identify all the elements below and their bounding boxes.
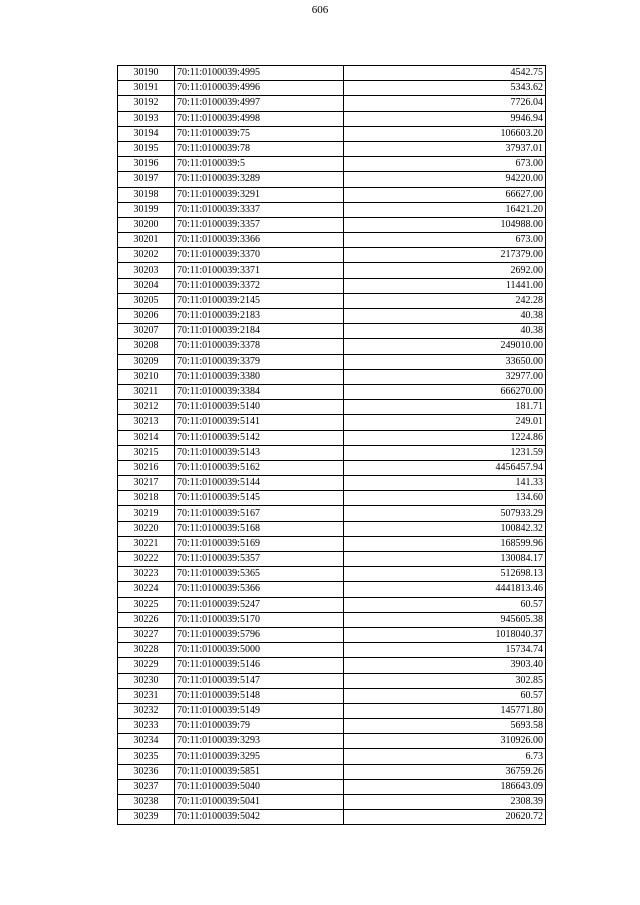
cadastral-number: 70:11:0100039:5247 xyxy=(175,597,344,612)
row-value: 15734.74 xyxy=(344,643,546,658)
row-value: 302.85 xyxy=(344,673,546,688)
cadastral-number: 70:11:0100039:5146 xyxy=(175,658,344,673)
cadastral-number: 70:11:0100039:3293 xyxy=(175,734,344,749)
table-row xyxy=(118,66,546,81)
row-number: 30229 xyxy=(118,658,175,673)
row-value: 3903.40 xyxy=(344,658,546,673)
row-value: 4456457.94 xyxy=(344,460,546,475)
row-value: 33650.00 xyxy=(344,354,546,369)
row-value: 1231.59 xyxy=(344,445,546,460)
cadastral-number: 70:11:0100039:5169 xyxy=(175,536,344,551)
cadastral-number: 70:11:0100039:3370 xyxy=(175,248,344,263)
row-number: 30234 xyxy=(118,734,175,749)
cadastral-number: 70:11:0100039:5144 xyxy=(175,476,344,491)
row-number: 30214 xyxy=(118,430,175,445)
row-number: 30237 xyxy=(118,779,175,794)
table-row xyxy=(118,749,546,764)
cadastral-number: 70:11:0100039:5796 xyxy=(175,627,344,642)
row-number: 30222 xyxy=(118,552,175,567)
row-value: 5343.62 xyxy=(344,81,546,96)
table-row xyxy=(118,157,546,172)
row-number: 30192 xyxy=(118,96,175,111)
table-row xyxy=(118,779,546,794)
table-row xyxy=(118,627,546,642)
row-value: 100842.32 xyxy=(344,521,546,536)
row-number: 30221 xyxy=(118,536,175,551)
cadastral-number: 70:11:0100039:4995 xyxy=(175,66,344,81)
row-value: 217379.00 xyxy=(344,248,546,263)
row-number: 30211 xyxy=(118,384,175,399)
table-row xyxy=(118,719,546,734)
cadastral-number: 70:11:0100039:79 xyxy=(175,719,344,734)
cadastral-number: 70:11:0100039:2183 xyxy=(175,309,344,324)
cadastral-number: 70:11:0100039:3378 xyxy=(175,339,344,354)
cadastral-number: 70:11:0100039:4997 xyxy=(175,96,344,111)
cadastral-number: 70:11:0100039:5168 xyxy=(175,521,344,536)
table-row xyxy=(118,369,546,384)
row-number: 30233 xyxy=(118,719,175,734)
row-value: 168599.96 xyxy=(344,536,546,551)
row-number: 30218 xyxy=(118,491,175,506)
row-number: 30220 xyxy=(118,521,175,536)
row-number: 30208 xyxy=(118,339,175,354)
row-value: 60.57 xyxy=(344,688,546,703)
cadastral-number: 70:11:0100039:3291 xyxy=(175,187,344,202)
table-row xyxy=(118,536,546,551)
row-number: 30238 xyxy=(118,795,175,810)
data-table xyxy=(117,65,546,825)
row-number: 30193 xyxy=(118,111,175,126)
row-number: 30198 xyxy=(118,187,175,202)
row-value: 145771.80 xyxy=(344,703,546,718)
row-value: 242.28 xyxy=(344,293,546,308)
row-value: 673.00 xyxy=(344,157,546,172)
table-row xyxy=(118,643,546,658)
row-number: 30232 xyxy=(118,703,175,718)
table-row xyxy=(118,734,546,749)
table-row xyxy=(118,384,546,399)
row-value: 2692.00 xyxy=(344,263,546,278)
cadastral-number: 70:11:0100039:5170 xyxy=(175,612,344,627)
row-number: 30219 xyxy=(118,506,175,521)
cadastral-number: 70:11:0100039:5357 xyxy=(175,552,344,567)
table-row xyxy=(118,248,546,263)
cadastral-number: 70:11:0100039:5851 xyxy=(175,764,344,779)
row-number: 30212 xyxy=(118,400,175,415)
row-number: 30215 xyxy=(118,445,175,460)
table-row xyxy=(118,810,546,825)
table-row xyxy=(118,415,546,430)
table-row xyxy=(118,202,546,217)
table-row xyxy=(118,476,546,491)
cadastral-number: 70:11:0100039:5140 xyxy=(175,400,344,415)
row-number: 30216 xyxy=(118,460,175,475)
row-value: 32977.00 xyxy=(344,369,546,384)
cadastral-number: 70:11:0100039:3289 xyxy=(175,172,344,187)
cadastral-number: 70:11:0100039:5147 xyxy=(175,673,344,688)
cadastral-number: 70:11:0100039:5366 xyxy=(175,582,344,597)
table-row xyxy=(118,764,546,779)
row-value: 11441.00 xyxy=(344,278,546,293)
row-value: 104988.00 xyxy=(344,217,546,232)
table-row xyxy=(118,795,546,810)
row-value: 37937.01 xyxy=(344,141,546,156)
row-value: 106603.20 xyxy=(344,126,546,141)
table-row xyxy=(118,460,546,475)
row-number: 30231 xyxy=(118,688,175,703)
row-number: 30190 xyxy=(118,66,175,81)
row-value: 507933.29 xyxy=(344,506,546,521)
table-row xyxy=(118,673,546,688)
cadastral-number: 70:11:0100039:5000 xyxy=(175,643,344,658)
table-row xyxy=(118,187,546,202)
row-value: 36759.26 xyxy=(344,764,546,779)
cadastral-number: 70:11:0100039:3379 xyxy=(175,354,344,369)
cadastral-number: 70:11:0100039:5142 xyxy=(175,430,344,445)
row-value: 666270.00 xyxy=(344,384,546,399)
table-row xyxy=(118,597,546,612)
row-value: 141.33 xyxy=(344,476,546,491)
cadastral-number: 70:11:0100039:5141 xyxy=(175,415,344,430)
row-value: 673.00 xyxy=(344,233,546,248)
table-row xyxy=(118,233,546,248)
row-number: 30209 xyxy=(118,354,175,369)
cadastral-number: 70:11:0100039:3384 xyxy=(175,384,344,399)
table-row xyxy=(118,552,546,567)
row-number: 30194 xyxy=(118,126,175,141)
row-value: 1224.86 xyxy=(344,430,546,445)
row-number: 30203 xyxy=(118,263,175,278)
row-number: 30213 xyxy=(118,415,175,430)
table-row xyxy=(118,324,546,339)
row-value: 512698.13 xyxy=(344,567,546,582)
row-value: 134.60 xyxy=(344,491,546,506)
table-row xyxy=(118,96,546,111)
row-number: 30224 xyxy=(118,582,175,597)
row-value: 4441813.46 xyxy=(344,582,546,597)
row-number: 30217 xyxy=(118,476,175,491)
row-number: 30239 xyxy=(118,810,175,825)
cadastral-number: 70:11:0100039:5 xyxy=(175,157,344,172)
table-row xyxy=(118,506,546,521)
table-row xyxy=(118,445,546,460)
row-number: 30206 xyxy=(118,309,175,324)
row-value: 2308.39 xyxy=(344,795,546,810)
row-value: 186643.09 xyxy=(344,779,546,794)
row-number: 30191 xyxy=(118,81,175,96)
cadastral-number: 70:11:0100039:75 xyxy=(175,126,344,141)
row-number: 30204 xyxy=(118,278,175,293)
cadastral-number: 70:11:0100039:3295 xyxy=(175,749,344,764)
table-row xyxy=(118,582,546,597)
table-row xyxy=(118,217,546,232)
table-row xyxy=(118,111,546,126)
row-number: 30195 xyxy=(118,141,175,156)
row-value: 130084.17 xyxy=(344,552,546,567)
table-row xyxy=(118,278,546,293)
row-value: 40.38 xyxy=(344,309,546,324)
row-number: 30205 xyxy=(118,293,175,308)
table-row xyxy=(118,658,546,673)
cadastral-number: 70:11:0100039:3371 xyxy=(175,263,344,278)
cadastral-number: 70:11:0100039:3380 xyxy=(175,369,344,384)
cadastral-number: 70:11:0100039:4996 xyxy=(175,81,344,96)
row-value: 60.57 xyxy=(344,597,546,612)
cadastral-number: 70:11:0100039:5143 xyxy=(175,445,344,460)
row-value: 66627.00 xyxy=(344,187,546,202)
table-row xyxy=(118,612,546,627)
row-number: 30235 xyxy=(118,749,175,764)
page-number: 606 xyxy=(311,4,329,16)
cadastral-number: 70:11:0100039:3337 xyxy=(175,202,344,217)
row-value: 4542.75 xyxy=(344,66,546,81)
table-row xyxy=(118,263,546,278)
row-number: 30201 xyxy=(118,233,175,248)
cadastral-number: 70:11:0100039:78 xyxy=(175,141,344,156)
row-value: 945605.38 xyxy=(344,612,546,627)
table-row xyxy=(118,521,546,536)
cadastral-number: 70:11:0100039:5365 xyxy=(175,567,344,582)
row-value: 181.71 xyxy=(344,400,546,415)
row-value: 249010.00 xyxy=(344,339,546,354)
row-number: 30236 xyxy=(118,764,175,779)
table-row xyxy=(118,81,546,96)
cadastral-number: 70:11:0100039:3357 xyxy=(175,217,344,232)
table-row xyxy=(118,354,546,369)
table-row xyxy=(118,703,546,718)
cadastral-number: 70:11:0100039:5040 xyxy=(175,779,344,794)
cadastral-number: 70:11:0100039:2184 xyxy=(175,324,344,339)
row-number: 30202 xyxy=(118,248,175,263)
table-body xyxy=(118,66,546,825)
cadastral-number: 70:11:0100039:2145 xyxy=(175,293,344,308)
cadastral-number: 70:11:0100039:3366 xyxy=(175,233,344,248)
row-value: 40.38 xyxy=(344,324,546,339)
row-value: 5693.58 xyxy=(344,719,546,734)
row-number: 30207 xyxy=(118,324,175,339)
table-row xyxy=(118,688,546,703)
row-value: 249.01 xyxy=(344,415,546,430)
row-number: 30200 xyxy=(118,217,175,232)
row-value: 16421.20 xyxy=(344,202,546,217)
row-number: 30227 xyxy=(118,627,175,642)
cadastral-number: 70:11:0100039:4998 xyxy=(175,111,344,126)
cadastral-number: 70:11:0100039:5149 xyxy=(175,703,344,718)
row-number: 30230 xyxy=(118,673,175,688)
cadastral-number: 70:11:0100039:5145 xyxy=(175,491,344,506)
row-number: 30226 xyxy=(118,612,175,627)
row-number: 30197 xyxy=(118,172,175,187)
table-row xyxy=(118,309,546,324)
table-row xyxy=(118,126,546,141)
table-row xyxy=(118,567,546,582)
row-number: 30199 xyxy=(118,202,175,217)
cadastral-number: 70:11:0100039:3372 xyxy=(175,278,344,293)
row-value: 20620.72 xyxy=(344,810,546,825)
table-row xyxy=(118,400,546,415)
table-row xyxy=(118,339,546,354)
table-row xyxy=(118,293,546,308)
cadastral-number: 70:11:0100039:5162 xyxy=(175,460,344,475)
cadastral-number: 70:11:0100039:5148 xyxy=(175,688,344,703)
row-value: 6.73 xyxy=(344,749,546,764)
table-row xyxy=(118,491,546,506)
table-row xyxy=(118,141,546,156)
row-number: 30228 xyxy=(118,643,175,658)
row-value: 310926.00 xyxy=(344,734,546,749)
row-value: 7726.04 xyxy=(344,96,546,111)
cadastral-number: 70:11:0100039:5167 xyxy=(175,506,344,521)
row-number: 30196 xyxy=(118,157,175,172)
row-value: 94220.00 xyxy=(344,172,546,187)
row-number: 30223 xyxy=(118,567,175,582)
cadastral-number: 70:11:0100039:5042 xyxy=(175,810,344,825)
row-number: 30225 xyxy=(118,597,175,612)
row-value: 9946.94 xyxy=(344,111,546,126)
table-row xyxy=(118,430,546,445)
cadastral-number: 70:11:0100039:5041 xyxy=(175,795,344,810)
table-row xyxy=(118,172,546,187)
row-number: 30210 xyxy=(118,369,175,384)
row-value: 1018040.37 xyxy=(344,627,546,642)
